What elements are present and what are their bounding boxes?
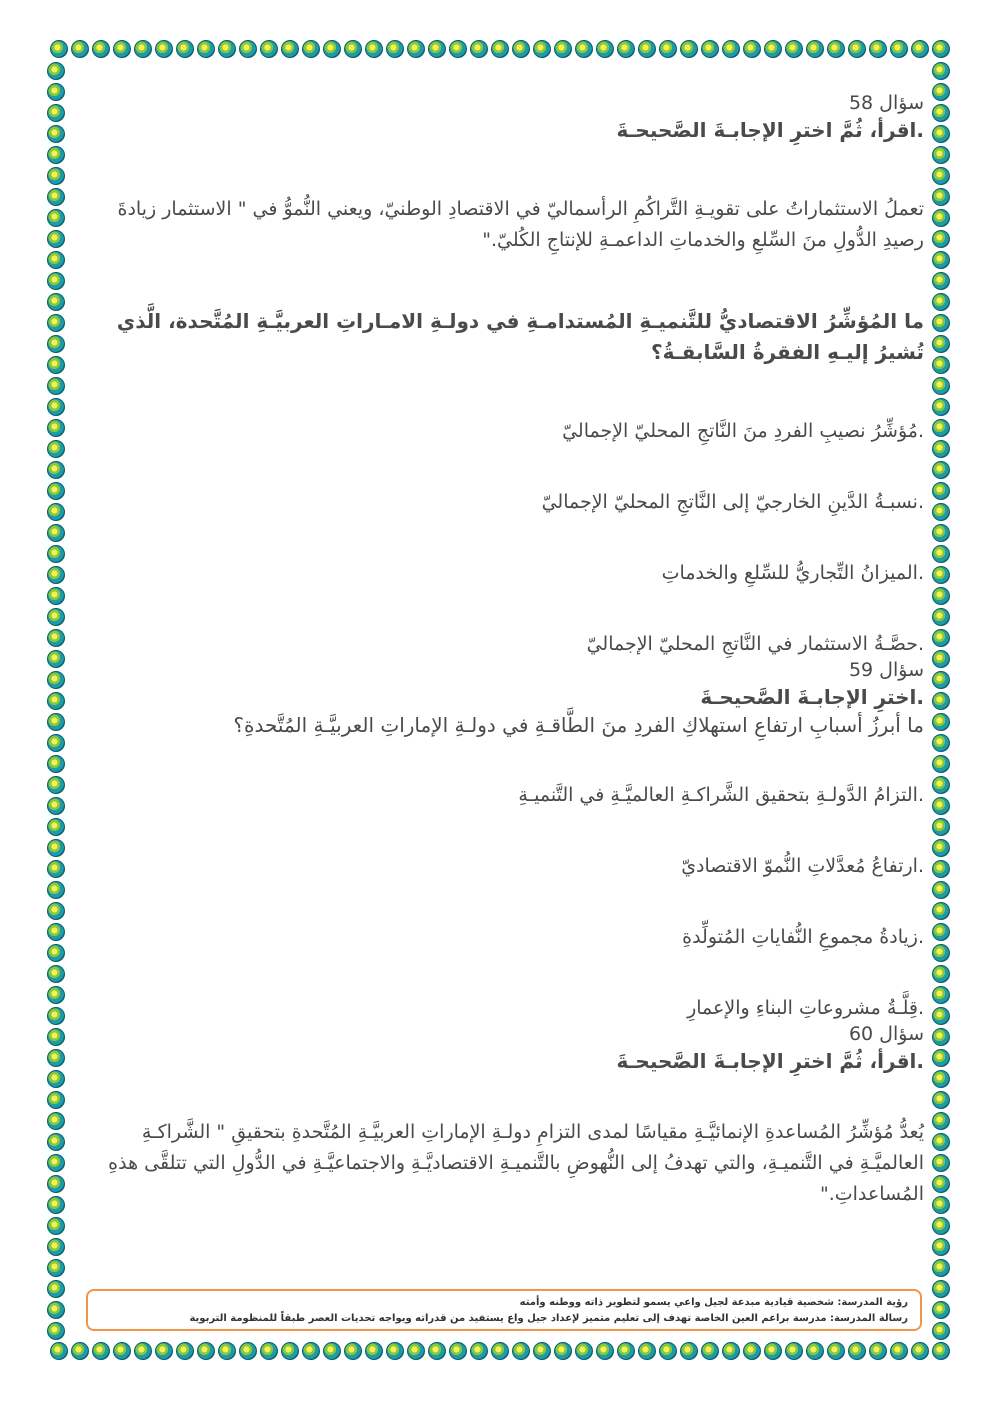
question-passage: يُعدُّ مُؤشِّرُ المُساعدةِ الإنمائيَّـةِ مقياسًا لمدى التزامِ دولـةِ الإماراتِ العربيَّـةِ المُتَّحدةِ بتحقيقِ " الشَّراكـةِ العالميَّـةِ في التَّنميـةِ، والتي تهدفُ إلى النُّهوضِ بالتَّنميـةِ الاقتصاديَّـةِ والاجتماعيَّـةِ في الدُّولِ التي تتلقَّى هذهِ المُساعداتِ.": [108, 1121, 924, 1205]
globe-icon: [932, 881, 950, 899]
globe-icon: [827, 1342, 845, 1360]
globe-icon: [47, 608, 65, 626]
globe-icon: [47, 1112, 65, 1130]
globe-icon: [407, 1342, 425, 1360]
page-border-top: [44, 40, 950, 61]
globe-icon: [932, 335, 950, 353]
globe-icon: [47, 902, 65, 920]
answer-option[interactable]: .قِلَّـةُ مشروعاتِ البناءِ والإعمارِ: [687, 997, 924, 1019]
globe-icon: [932, 40, 950, 58]
globe-icon: [47, 776, 65, 794]
globe-icon: [932, 587, 950, 605]
globe-icon: [197, 1342, 215, 1360]
globe-icon: [638, 1342, 656, 1360]
answer-option[interactable]: .مُؤشِّرُ نصيبِ الفردِ منَ النَّاتجِ المحليّ الإجماليّ: [562, 420, 924, 442]
globe-icon: [932, 1112, 950, 1130]
globe-icon: [47, 293, 65, 311]
globe-icon: [47, 818, 65, 836]
globe-icon: [47, 482, 65, 500]
globe-icon: [47, 314, 65, 332]
globe-icon: [932, 776, 950, 794]
globe-icon: [113, 1342, 131, 1360]
globe-icon: [47, 104, 65, 122]
globe-icon: [47, 1028, 65, 1046]
globe-icon: [932, 1049, 950, 1067]
globe-icon: [47, 377, 65, 395]
globe-icon: [47, 965, 65, 983]
globe-icon: [47, 881, 65, 899]
globe-icon: [932, 167, 950, 185]
school-mission: رسالة المدرسة: مدرسة براعم العين الخاصة تهدف إلى تعليم متميز لإعداد جيل واع يستفيد من قدراته ويواجه تحديات العصر طبقاً للمنظومة التربوية: [189, 1313, 908, 1324]
globe-icon: [932, 398, 950, 416]
globe-icon: [932, 839, 950, 857]
globe-icon: [239, 1342, 257, 1360]
globe-icon: [848, 1342, 866, 1360]
globe-icon: [47, 545, 65, 563]
globe-icon: [932, 1028, 950, 1046]
globe-icon: [260, 40, 278, 58]
globe-icon: [281, 1342, 299, 1360]
globe-icon: [932, 1154, 950, 1172]
globe-icon: [47, 1280, 65, 1298]
globe-icon: [932, 125, 950, 143]
globe-icon: [47, 650, 65, 668]
globe-icon: [596, 40, 614, 58]
globe-icon: [932, 482, 950, 500]
globe-icon: [911, 1342, 929, 1360]
globe-icon: [932, 1196, 950, 1214]
globe-icon: [932, 1280, 950, 1298]
globe-icon: [47, 923, 65, 941]
globe-icon: [47, 461, 65, 479]
answer-option[interactable]: .زيادةُ مجموعِ النُّفاياتِ المُتولِّدةِ: [682, 926, 924, 948]
globe-icon: [659, 1342, 677, 1360]
globe-icon: [932, 1133, 950, 1151]
globe-icon: [932, 209, 950, 227]
globe-icon: [386, 40, 404, 58]
question-instruction: .اقرأ، ثُمَّ اخترِ الإجابـةَ الصَّحيحـةَ: [616, 1049, 924, 1073]
globe-icon: [47, 1217, 65, 1235]
globe-icon: [785, 40, 803, 58]
globe-icon: [575, 1342, 593, 1360]
globe-icon: [47, 755, 65, 773]
globe-icon: [302, 1342, 320, 1360]
globe-icon: [323, 1342, 341, 1360]
globe-icon: [932, 440, 950, 458]
globe-icon: [932, 734, 950, 752]
globe-icon: [47, 860, 65, 878]
globe-icon: [428, 1342, 446, 1360]
globe-icon: [47, 566, 65, 584]
globe-icon: [47, 1007, 65, 1025]
page-border-left: [44, 62, 65, 1342]
globe-icon: [932, 1322, 950, 1340]
globe-icon: [827, 40, 845, 58]
globe-icon: [617, 40, 635, 58]
worksheet-content: [76, 86, 924, 1210]
globe-icon: [47, 1070, 65, 1088]
globe-icon: [47, 944, 65, 962]
globe-icon: [218, 40, 236, 58]
globe-icon: [47, 62, 65, 80]
globe-icon: [428, 40, 446, 58]
globe-icon: [47, 419, 65, 437]
globe-icon: [932, 62, 950, 80]
globe-icon: [932, 860, 950, 878]
globe-icon: [176, 40, 194, 58]
globe-icon: [71, 40, 89, 58]
globe-icon: [764, 1342, 782, 1360]
globe-icon: [848, 40, 866, 58]
globe-icon: [701, 40, 719, 58]
globe-icon: [932, 1070, 950, 1088]
globe-icon: [47, 1196, 65, 1214]
globe-icon: [47, 230, 65, 248]
globe-icon: [596, 1342, 614, 1360]
answer-option[interactable]: .نسبـةُ الدَّينِ الخارجيّ إلى النَّاتجِ المحليّ الإجماليّ: [541, 491, 924, 513]
globe-icon: [47, 713, 65, 731]
globe-icon: [218, 1342, 236, 1360]
globe-icon: [92, 1342, 110, 1360]
globe-icon: [890, 1342, 908, 1360]
globe-icon: [47, 125, 65, 143]
globe-icon: [932, 272, 950, 290]
globe-icon: [932, 797, 950, 815]
globe-icon: [932, 1217, 950, 1235]
globe-icon: [932, 986, 950, 1004]
globe-icon: [449, 40, 467, 58]
globe-icon: [281, 40, 299, 58]
globe-icon: [932, 461, 950, 479]
globe-icon: [806, 1342, 824, 1360]
globe-icon: [197, 40, 215, 58]
globe-icon: [92, 40, 110, 58]
globe-icon: [554, 40, 572, 58]
globe-icon: [47, 440, 65, 458]
globe-icon: [47, 1133, 65, 1151]
school-footer: [86, 1289, 922, 1331]
globe-icon: [47, 587, 65, 605]
globe-icon: [575, 40, 593, 58]
globe-icon: [932, 545, 950, 563]
globe-icon: [932, 650, 950, 668]
globe-icon: [47, 188, 65, 206]
globe-icon: [659, 40, 677, 58]
globe-icon: [47, 839, 65, 857]
globe-icon: [239, 40, 257, 58]
globe-icon: [932, 1301, 950, 1319]
globe-icon: [638, 40, 656, 58]
globe-icon: [323, 40, 341, 58]
question-instruction: .اخترِ الإجابـةَ الصَّحيحـةَ: [700, 685, 924, 709]
globe-icon: [134, 1342, 152, 1360]
question-58: [76, 90, 924, 657]
globe-icon: [932, 419, 950, 437]
question-prompt: ما أبرزُ أسبابِ ارتفاعِ استهلاكِ الفردِ منَ الطَّاقـةِ في دولـةِ الإماراتِ العربيَّـةِ المُتَّحدةِ؟: [233, 713, 924, 737]
globe-icon: [764, 40, 782, 58]
globe-icon: [407, 40, 425, 58]
answer-option[interactable]: .التزامُ الدَّولـةِ بتحقيق الشَّراكـةِ العالميَّـةِ في التَّنميـةِ: [518, 784, 924, 806]
globe-icon: [932, 524, 950, 542]
school-vision: رؤية المدرسة: شخصية قيادية مبدعة لجيل واعي يسمو لتطوير ذاته ووطنه وأمته: [519, 1297, 908, 1308]
globe-icon: [932, 314, 950, 332]
question-number: سؤال 60: [848, 1023, 924, 1045]
globe-icon: [47, 503, 65, 521]
globe-icon: [155, 1342, 173, 1360]
globe-icon: [386, 1342, 404, 1360]
globe-icon: [932, 1259, 950, 1277]
globe-icon: [869, 1342, 887, 1360]
globe-icon: [554, 1342, 572, 1360]
globe-icon: [260, 1342, 278, 1360]
globe-icon: [491, 40, 509, 58]
question-59: [76, 657, 924, 1021]
globe-icon: [47, 1301, 65, 1319]
globe-icon: [47, 1238, 65, 1256]
globe-icon: [932, 1342, 950, 1360]
globe-icon: [680, 40, 698, 58]
globe-icon: [701, 1342, 719, 1360]
globe-icon: [491, 1342, 509, 1360]
globe-icon: [743, 40, 761, 58]
globe-icon: [47, 83, 65, 101]
question-prompt: ما المُؤشِّرُ الاقتصاديُّ للتَّنميـةِ المُستدامـةِ في دولـةِ الامـاراتِ العربيَّـةِ المُتَّحدة، الَّذي تُشيرُ إليـهِ الفقرةُ السَّابقـةُ؟: [116, 309, 924, 364]
globe-icon: [932, 629, 950, 647]
globe-icon: [932, 1175, 950, 1193]
globe-icon: [47, 1175, 65, 1193]
globe-icon: [932, 146, 950, 164]
globe-icon: [932, 293, 950, 311]
answer-option[interactable]: .الميزانُ التِّجاريُّ للسِّلعِ والخدماتِ: [661, 562, 924, 584]
globe-icon: [47, 797, 65, 815]
globe-icon: [47, 1091, 65, 1109]
globe-icon: [365, 1342, 383, 1360]
globe-icon: [50, 40, 68, 58]
page-border-bottom: [44, 1342, 950, 1363]
globe-icon: [50, 1342, 68, 1360]
globe-icon: [47, 272, 65, 290]
globe-icon: [932, 608, 950, 626]
answer-option[interactable]: .ارتفاعُ مُعدَّلاتِ النُّموّ الاقتصاديّ: [681, 855, 924, 877]
globe-icon: [134, 40, 152, 58]
globe-icon: [176, 1342, 194, 1360]
globe-icon: [47, 692, 65, 710]
globe-icon: [47, 524, 65, 542]
question-60: [76, 1021, 924, 1210]
globe-icon: [785, 1342, 803, 1360]
globe-icon: [932, 713, 950, 731]
globe-icon: [533, 1342, 551, 1360]
globe-icon: [344, 1342, 362, 1360]
globe-icon: [155, 40, 173, 58]
page-border-right: [929, 62, 950, 1342]
globe-icon: [932, 671, 950, 689]
globe-icon: [932, 1091, 950, 1109]
globe-icon: [47, 209, 65, 227]
globe-icon: [512, 1342, 530, 1360]
globe-icon: [47, 629, 65, 647]
globe-icon: [47, 1259, 65, 1277]
globe-icon: [47, 671, 65, 689]
globe-icon: [302, 40, 320, 58]
globe-icon: [932, 356, 950, 374]
question-passage: تعملُ الاستثماراتُ على تقويـةِ التَّراكُمِ الرأسماليّ في الاقتصادِ الوطنيّ، ويعني النُّموُّ في " الاستثمار زيادةَ رصيدِ الدُّولِ منَ السِّلعِ والخدماتِ الداعمـةِ للإنتاجِ الكُليّ.": [117, 198, 924, 251]
globe-icon: [47, 734, 65, 752]
globe-icon: [113, 40, 131, 58]
answer-option[interactable]: .حصَّـةُ الاستثمار في النَّاتجِ المحليّ الإجماليّ: [586, 633, 924, 655]
globe-icon: [932, 1238, 950, 1256]
globe-icon: [47, 1049, 65, 1067]
globe-icon: [932, 503, 950, 521]
globe-icon: [470, 1342, 488, 1360]
globe-icon: [449, 1342, 467, 1360]
globe-icon: [722, 40, 740, 58]
globe-icon: [932, 104, 950, 122]
question-number: سؤال 59: [848, 659, 924, 681]
globe-icon: [932, 902, 950, 920]
globe-icon: [932, 377, 950, 395]
globe-icon: [932, 83, 950, 101]
globe-icon: [932, 692, 950, 710]
globe-icon: [47, 1322, 65, 1340]
globe-icon: [365, 40, 383, 58]
globe-icon: [47, 251, 65, 269]
globe-icon: [806, 40, 824, 58]
globe-icon: [911, 40, 929, 58]
globe-icon: [47, 986, 65, 1004]
question-instruction: .اقرأ، ثُمَّ اخترِ الإجابـةَ الصَّحيحـةَ: [616, 118, 924, 142]
globe-icon: [743, 1342, 761, 1360]
globe-icon: [932, 566, 950, 584]
globe-icon: [932, 188, 950, 206]
globe-icon: [47, 1154, 65, 1172]
globe-icon: [47, 167, 65, 185]
globe-icon: [932, 755, 950, 773]
globe-icon: [932, 965, 950, 983]
globe-icon: [47, 398, 65, 416]
globe-icon: [533, 40, 551, 58]
globe-icon: [869, 40, 887, 58]
globe-icon: [47, 335, 65, 353]
globe-icon: [932, 944, 950, 962]
question-number: سؤال 58: [848, 92, 924, 114]
globe-icon: [344, 40, 362, 58]
globe-icon: [47, 146, 65, 164]
globe-icon: [890, 40, 908, 58]
globe-icon: [512, 40, 530, 58]
globe-icon: [47, 356, 65, 374]
globe-icon: [932, 1007, 950, 1025]
globe-icon: [932, 923, 950, 941]
globe-icon: [932, 230, 950, 248]
globe-icon: [71, 1342, 89, 1360]
globe-icon: [932, 818, 950, 836]
globe-icon: [680, 1342, 698, 1360]
globe-icon: [722, 1342, 740, 1360]
globe-icon: [932, 251, 950, 269]
globe-icon: [470, 40, 488, 58]
globe-icon: [617, 1342, 635, 1360]
